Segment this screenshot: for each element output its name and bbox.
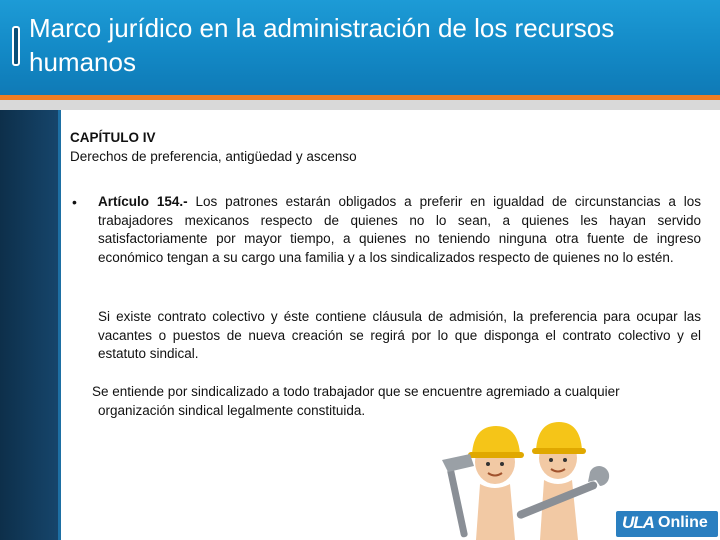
left-side-panel	[0, 110, 58, 540]
article-text: Los patrones estarán obligados a preferir en igualdad de circunstancias a los trabajadores mexicanos respecto de quienes no lo sean, a quienes les hayan servido satisfactoriamente por mayor tiempo, a quienes no teniendo ninguna otra fuente de ingreso económico tengan a su cargo una familia y a los sindicalizados respecto de quienes no lo estén.	[98, 194, 701, 265]
chapter-heading: CAPÍTULO IV	[70, 130, 156, 145]
title-marker-icon	[12, 26, 20, 66]
article-154-paragraph	[98, 193, 701, 267]
header-shadow-strip	[0, 100, 720, 110]
article-label: Artículo 154.-	[98, 194, 188, 209]
logo-brand: ULA	[622, 513, 654, 532]
definition-line-2: organización sindical legalmente constituida.	[98, 402, 366, 418]
logo-suffix: Online	[658, 514, 708, 531]
chapter-subtitle: Derechos de preferencia, antigüedad y ascenso	[70, 149, 357, 164]
ula-online-logo	[616, 511, 718, 537]
slide-header	[0, 0, 720, 95]
slide-title: Marco jurídico en la administración de los recursos humanos	[29, 13, 615, 77]
definition-line-1: Se entiende por sindicalizado a todo trabajador que se encuentre agremiado a cualquier	[92, 384, 620, 399]
collective-contract-paragraph: Si existe contrato colectivo y éste contiene cláusula de admisión, la preferencia para ocupar las vacantes o puestos de nueva creación se regirá por lo que disponga el contrato colectivo y el estatuto sindical.	[98, 309, 701, 361]
construction-workers-with-tools-icon	[440, 418, 615, 540]
bullet-marker: •	[72, 194, 77, 210]
unionized-definition-paragraph	[92, 383, 701, 420]
